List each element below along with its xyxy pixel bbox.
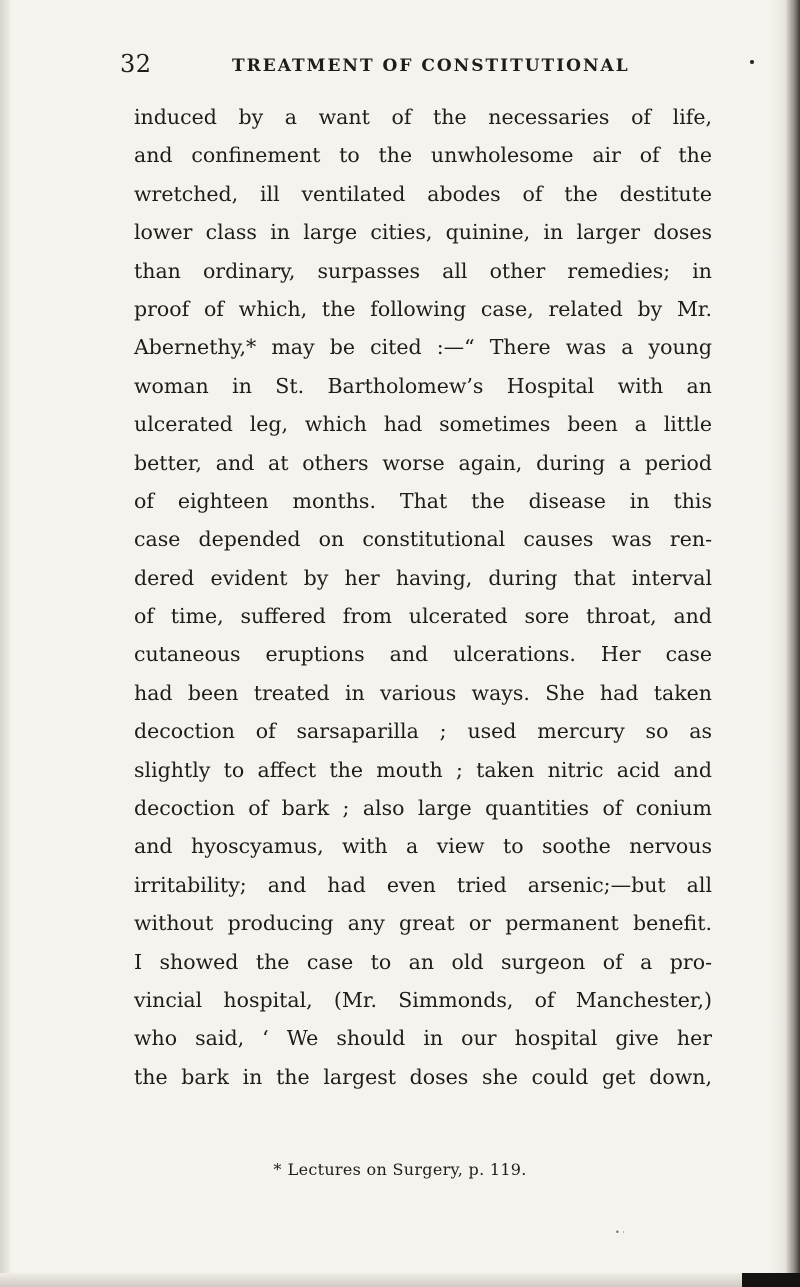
page-bottom-edge xyxy=(0,1273,800,1287)
text-line: decoction of sarsaparilla ; used mercury so as xyxy=(134,719,712,744)
text-line: the bark in the largest doses she could get down, xyxy=(134,1064,712,1089)
body-text xyxy=(134,98,712,1096)
page-right-edge-shadow xyxy=(786,0,800,1287)
print-specks: • · xyxy=(615,1228,625,1237)
page-left-edge xyxy=(0,0,10,1287)
text-line: vincial hospital, (Mr. Simmonds, of Manchester,) xyxy=(134,987,712,1012)
text-line: case depended on constitutional causes was ren- xyxy=(134,527,712,552)
text-line: slightly to affect the mouth ; taken nitric acid and xyxy=(134,757,712,782)
text-line: irritability; and had even tried arsenic;—but all xyxy=(134,872,712,897)
page-number: 32 xyxy=(120,50,152,78)
text-line: of time, suffered from ulcerated sore throat, and xyxy=(134,604,712,629)
text-line: and confinement to the unwholesome air of the xyxy=(134,143,712,168)
text-line: induced by a want of the necessaries of life, xyxy=(134,105,712,129)
text-line: proof of which, the following case, related by Mr. xyxy=(134,296,712,321)
text-line: woman in St. Bartholomew’s Hospital with an xyxy=(134,373,712,398)
footnote xyxy=(0,1160,800,1179)
print-speck xyxy=(750,60,754,64)
text-line: who said, ‘ We should in our hospital give her xyxy=(134,1026,712,1051)
text-line: decoction of bark ; also large quantities of conium xyxy=(134,796,712,821)
text-line: Abernethy,* may be cited :—“ There was a young xyxy=(134,335,712,360)
footnote-text: Lectures on Surgery, p. 119. xyxy=(287,1160,527,1179)
text-line: had been treated in various ways. She had taken xyxy=(134,680,712,705)
text-line: better, and at others worse again, during a period xyxy=(134,450,712,475)
text-line: cutaneous eruptions and ulcerations. Her case xyxy=(134,642,712,667)
text-line: of eighteen months. That the disease in this xyxy=(134,488,712,513)
running-title: TREATMENT OF CONSTITUTIONAL xyxy=(232,56,630,76)
text-line: wretched, ill ventilated abodes of the destitute xyxy=(134,181,712,206)
footnote-marker: * xyxy=(273,1160,282,1179)
text-line: than ordinary, surpasses all other remedies; in xyxy=(134,258,712,283)
text-line: without producing any great or permanent benefit. xyxy=(134,911,712,936)
text-line: lower class in large cities, quinine, in larger doses xyxy=(134,220,712,245)
text-line: ulcerated leg, which had sometimes been a little xyxy=(134,412,712,437)
text-line: dered evident by her having, during that interval xyxy=(134,565,712,590)
text-line: and hyoscyamus, with a view to soothe nervous xyxy=(134,834,712,859)
running-header xyxy=(120,50,770,84)
scan-corner-artifact xyxy=(742,1273,800,1287)
text-line: I showed the case to an old surgeon of a pro- xyxy=(134,949,712,974)
